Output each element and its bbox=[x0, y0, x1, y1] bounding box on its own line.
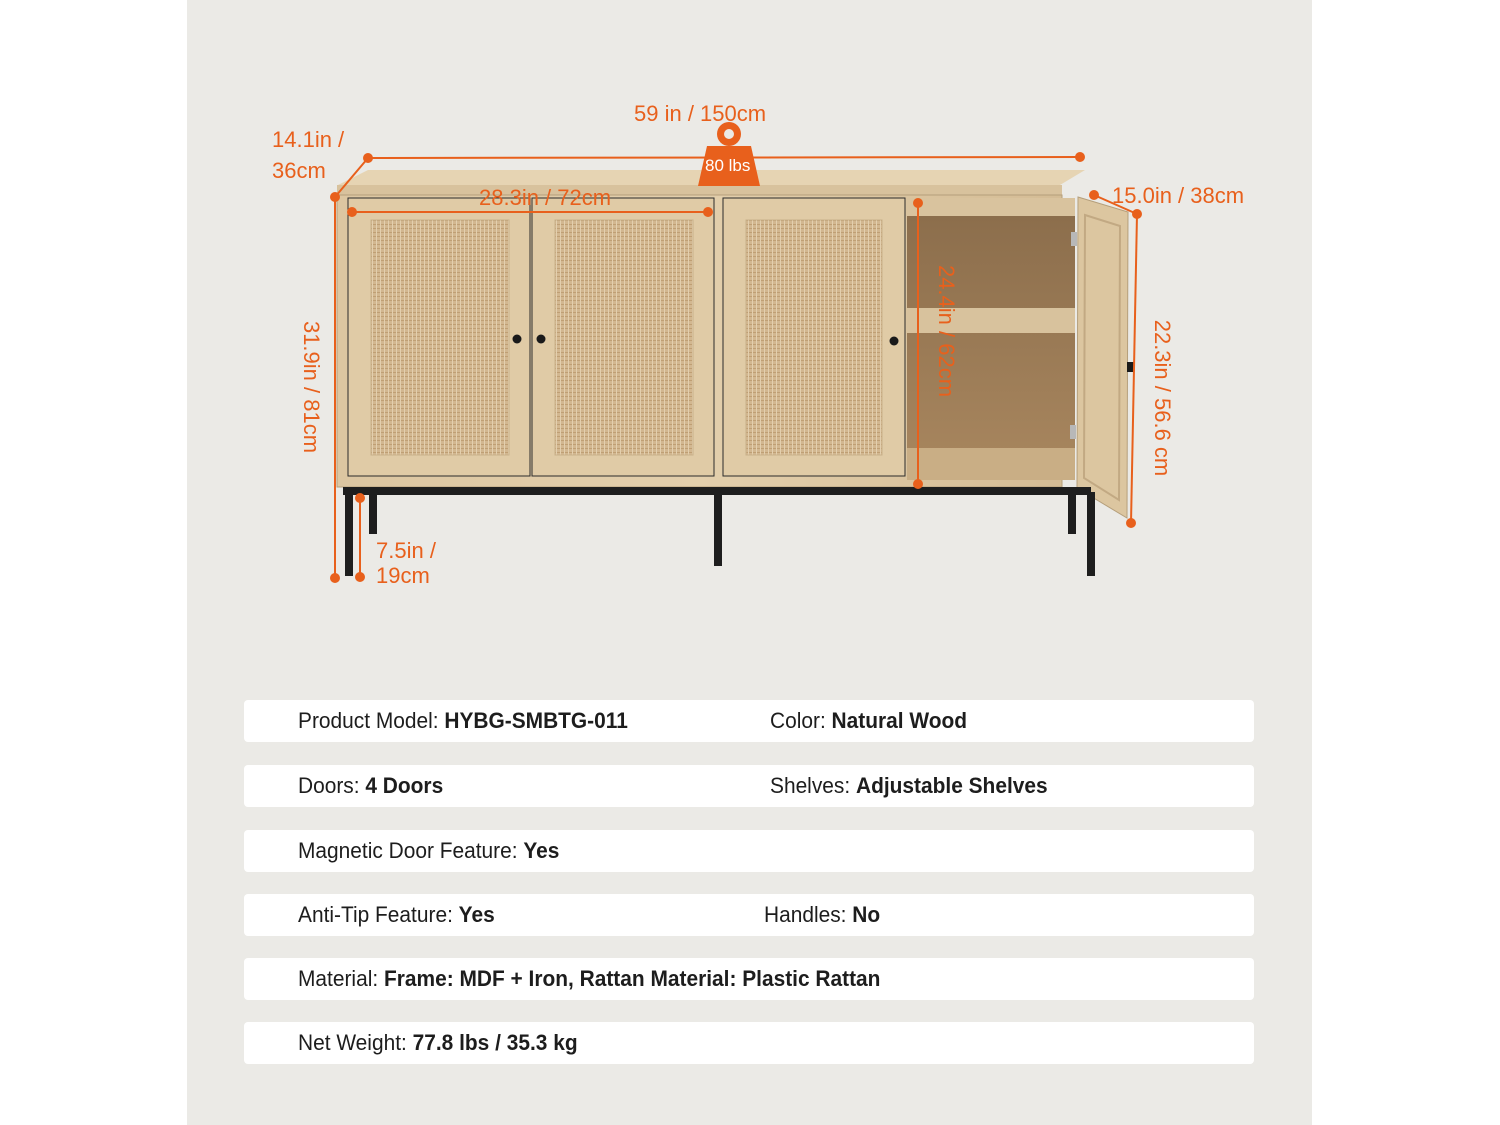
spec-color: Color: Natural Wood bbox=[770, 708, 968, 733]
spec-material: Material: Frame: MDF + Iron, Rattan Material: Plastic Rattan bbox=[298, 966, 881, 991]
spec-shelves: Shelves: Adjustable Shelves bbox=[770, 773, 1048, 798]
spec-row-net-weight bbox=[244, 1022, 1254, 1064]
weight-capacity-label: 80 lbs bbox=[705, 156, 751, 175]
spec-row-model-color bbox=[244, 700, 1254, 742]
leg-height-label-line1: 7.5in / bbox=[376, 538, 436, 563]
spec-row-magnetic-door bbox=[244, 830, 1254, 872]
spec-doors: Doors: 4 Doors bbox=[298, 773, 444, 798]
spec-row-material bbox=[244, 958, 1254, 1000]
overall-height-label: 31.9in / 81cm bbox=[299, 320, 324, 454]
spec-handles: Handles: No bbox=[764, 902, 881, 927]
door-pair-width-label: 28.3in / 72cm bbox=[479, 185, 612, 210]
side-depth-label: 15.0in / 38cm bbox=[1112, 183, 1245, 208]
top-depth-label-line2: 36cm bbox=[272, 158, 326, 183]
overall-width-label: 59 in / 150cm bbox=[634, 101, 767, 126]
top-depth-label-line1: 14.1in / bbox=[272, 127, 345, 152]
cabinet-height-label: 22.3in / 56.6 cm bbox=[1150, 319, 1175, 477]
leg-height-label-line2: 19cm bbox=[376, 563, 430, 588]
spec-model: Product Model: HYBG-SMBTG-011 bbox=[298, 708, 628, 733]
interior-height-label: 24.4in / 62cm bbox=[934, 264, 959, 398]
spec-row-doors-shelves bbox=[244, 765, 1254, 807]
spec-anti-tip: Anti-Tip Feature: Yes bbox=[298, 902, 495, 927]
spec-list bbox=[187, 0, 1312, 1125]
spec-row-antitip-handles bbox=[244, 894, 1254, 936]
spec-net-weight: Net Weight: 77.8 lbs / 35.3 kg bbox=[298, 1030, 578, 1055]
spec-magnetic-door: Magnetic Door Feature: Yes bbox=[298, 838, 560, 863]
